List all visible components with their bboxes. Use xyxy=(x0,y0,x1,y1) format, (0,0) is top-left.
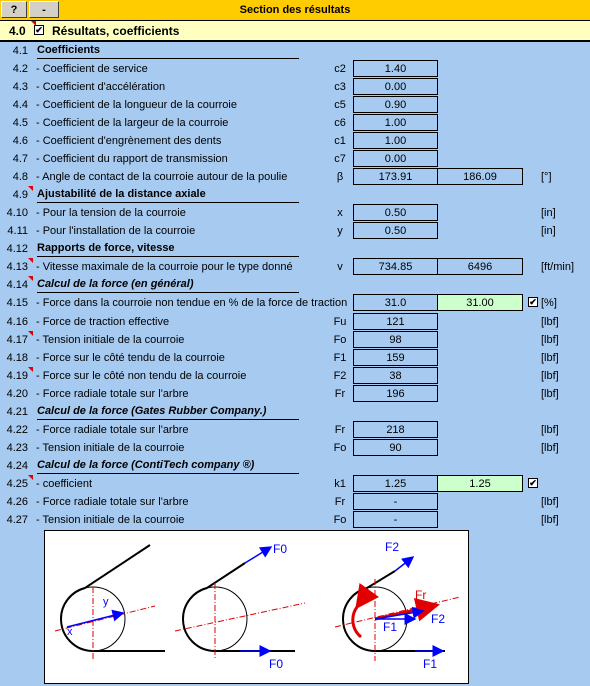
value-cell: 218 xyxy=(353,421,438,438)
value-cell: 196 xyxy=(353,385,438,402)
row-number: 4.10 xyxy=(6,207,28,219)
table-row xyxy=(0,150,590,168)
override-checkbox[interactable]: ✔ xyxy=(529,478,537,488)
table-row xyxy=(0,403,590,421)
fr-label: Fr xyxy=(415,588,427,602)
table-row xyxy=(0,78,590,96)
table-row xyxy=(0,294,590,312)
table-row xyxy=(0,168,590,186)
unit-label: [lbf] xyxy=(541,496,559,508)
value-cell: 0.50 xyxy=(353,204,438,221)
row-label: - Coefficient du rapport de transmission xyxy=(36,153,228,165)
row-label: - Angle de contact de la courroie autour de la poulie xyxy=(36,171,288,183)
row-symbol: c5 xyxy=(334,99,346,111)
section-number: 4.0 xyxy=(9,24,26,38)
f1-bottom-label: F1 xyxy=(423,657,438,671)
value-cell: 173.91 xyxy=(353,168,438,185)
table-row xyxy=(0,222,590,240)
row-label: - Force sur le côté non tendu de la courroie xyxy=(36,370,247,382)
row-number: 4.18 xyxy=(6,352,28,364)
row-label: - Coefficient d'engrènement des dents xyxy=(36,135,222,147)
table-row xyxy=(0,331,590,349)
group-header: Calcul de la force (Gates Rubber Company.) xyxy=(37,405,299,420)
pulley-diagram-1 xyxy=(55,545,165,659)
row-symbol: k1 xyxy=(334,478,346,490)
row-number: 4.5 xyxy=(12,117,28,129)
section-title: Section des résultats xyxy=(239,4,351,16)
row-number: 4.7 xyxy=(12,153,28,165)
row-symbol: Fo xyxy=(333,514,347,526)
table-row xyxy=(0,96,590,114)
y-label: y xyxy=(103,596,109,608)
group-header: Calcul de la force (en général) xyxy=(37,278,299,293)
row-number: 4.25 xyxy=(6,478,28,490)
force-diagram xyxy=(44,530,469,684)
pulley-diagram-3 xyxy=(335,540,460,671)
row-symbol: Fo xyxy=(333,442,347,454)
value-cell: 1.00 xyxy=(353,114,438,131)
table-row xyxy=(0,240,590,258)
value-cell-2: 186.09 xyxy=(437,168,523,185)
row-label: - Tension initiale de la courroie xyxy=(36,514,185,526)
table-row xyxy=(0,313,590,331)
row-number: 4.11 xyxy=(7,225,28,237)
row-label: - Force radiale totale sur l'arbre xyxy=(36,388,189,400)
row-symbol: Fr xyxy=(334,496,346,508)
row-label: - Force sur le côté tendu de la courroie xyxy=(36,352,225,364)
row-symbol: c1 xyxy=(334,135,346,147)
row-label: - Pour la tension de la courroie xyxy=(36,207,186,219)
value-cell: 0.90 xyxy=(353,96,438,113)
row-number: 4.20 xyxy=(6,388,28,400)
value-cell: 38 xyxy=(353,367,438,384)
row-label: - Pour l'installation de la courroie xyxy=(36,225,196,237)
value-cell: - xyxy=(353,511,438,528)
f1-mid-label: F1 xyxy=(383,620,398,634)
unit-label: [lbf] xyxy=(541,514,559,526)
unit-label: [lbf] xyxy=(541,442,559,454)
value-cell: 159 xyxy=(353,349,438,366)
table-row xyxy=(0,367,590,385)
value-cell-2: 6496 xyxy=(437,258,523,275)
table-row xyxy=(0,186,590,204)
row-number: 4.24 xyxy=(6,460,28,472)
comment-marker-icon xyxy=(28,186,33,191)
comment-marker-icon xyxy=(28,276,33,281)
row-label: - Coefficient de service xyxy=(36,63,148,75)
f2-mid-label: F2 xyxy=(431,612,446,626)
row-number: 4.21 xyxy=(6,406,28,418)
row-label: - Coefficient d'accélération xyxy=(36,81,166,93)
row-label: - Force radiale totale sur l'arbre xyxy=(36,496,189,508)
group-header: Rapports de force, vitesse xyxy=(37,242,299,257)
row-symbol: y xyxy=(337,225,343,237)
row-symbol: Fr xyxy=(334,424,346,436)
table-row xyxy=(0,421,590,439)
section-heading: Résultats, coefficients xyxy=(52,24,180,38)
value-cell: 0.00 xyxy=(353,150,438,167)
table-row xyxy=(0,204,590,222)
unit-label: [lbf] xyxy=(541,388,559,400)
group-header: Coefficients xyxy=(37,44,299,59)
table-row xyxy=(0,385,590,403)
value-cell: 121 xyxy=(353,313,438,330)
value-cell: 1.00 xyxy=(353,132,438,149)
table-row xyxy=(0,258,590,276)
row-label: - Tension initiale de la courroie xyxy=(36,442,185,454)
minimize-button[interactable]: - xyxy=(29,1,59,18)
unit-label: [in] xyxy=(541,225,556,237)
comment-marker-icon xyxy=(28,258,33,263)
row-symbol: Fu xyxy=(333,316,347,328)
table-row xyxy=(0,42,590,60)
row-number: 4.3 xyxy=(12,81,28,93)
force-diagram-svg xyxy=(45,531,468,683)
override-checkbox[interactable]: ✔ xyxy=(529,297,537,307)
row-number: 4.23 xyxy=(6,442,28,454)
table-row xyxy=(0,511,590,529)
row-number: 4.15 xyxy=(6,297,28,309)
row-number: 4.2 xyxy=(12,63,28,75)
unit-label: [lbf] xyxy=(541,370,559,382)
unit-label: [lbf] xyxy=(541,352,559,364)
row-number: 4.8 xyxy=(12,171,28,183)
row-number: 4.12 xyxy=(6,243,28,255)
value-cell: - xyxy=(353,493,438,510)
table-row xyxy=(0,475,590,493)
unit-label: [lbf] xyxy=(541,316,559,328)
row-symbol: c6 xyxy=(334,117,346,129)
row-symbol: β xyxy=(336,171,344,183)
row-number: 4.17 xyxy=(6,334,28,346)
comment-marker-icon xyxy=(31,21,36,26)
unit-label: [%] xyxy=(541,297,557,309)
value-cell: 98 xyxy=(353,331,438,348)
comment-marker-icon xyxy=(28,475,33,480)
group-header: Ajustabilité de la distance axiale xyxy=(37,188,299,203)
row-symbol: F2 xyxy=(333,370,347,382)
row-number: 4.16 xyxy=(6,316,28,328)
row-symbol: c3 xyxy=(334,81,346,93)
row-label: - coefficient xyxy=(36,478,93,490)
row-symbol: c2 xyxy=(334,63,346,75)
row-symbol: Fr xyxy=(334,388,346,400)
table-row xyxy=(0,60,590,78)
row-number: 4.26 xyxy=(6,496,28,508)
value-cell: 734.85 xyxy=(353,258,438,275)
f0-top-label: F0 xyxy=(273,542,288,556)
unit-label: [°] xyxy=(541,171,552,183)
row-symbol: c7 xyxy=(334,153,346,165)
value-cell: 1.40 xyxy=(353,60,438,77)
pulley-diagram-2 xyxy=(175,542,305,671)
row-number: 4.27 xyxy=(6,514,28,526)
group-header: Calcul de la force (ContiTech company ®) xyxy=(37,459,299,474)
row-symbol: v xyxy=(337,261,343,273)
row-symbol: F1 xyxy=(333,352,347,364)
table-row xyxy=(0,439,590,457)
x-label: x xyxy=(67,626,73,638)
comment-marker-icon xyxy=(28,331,33,336)
row-symbol: Fo xyxy=(333,334,347,346)
row-label: - Force dans la courroie non tendue en % de la force de traction xyxy=(36,297,348,309)
row-number: 4.13 xyxy=(6,261,28,273)
value-cell: 90 xyxy=(353,439,438,456)
row-number: 4.22 xyxy=(6,424,28,436)
row-number: 4.14 xyxy=(6,279,28,291)
row-number: 4.9 xyxy=(12,189,28,201)
row-number: 4.1 xyxy=(12,45,28,57)
table-row xyxy=(0,349,590,367)
row-number: 4.19 xyxy=(6,370,28,382)
row-label: - Vitesse maximale de la courroie pour le type donné xyxy=(36,261,293,273)
unit-label: [lbf] xyxy=(541,334,559,346)
section-checkbox[interactable]: ✔ xyxy=(35,25,43,35)
f0-bottom-label: F0 xyxy=(269,657,284,671)
row-label: - Coefficient de la largeur de la courroie xyxy=(36,117,229,129)
value-cell-2[interactable]: 31.00 xyxy=(437,294,523,311)
row-label: - Force radiale totale sur l'arbre xyxy=(36,424,189,436)
row-label: - Tension initiale de la courroie xyxy=(36,334,185,346)
table-row xyxy=(0,114,590,132)
row-number: 4.6 xyxy=(12,135,28,147)
value-cell: 0.00 xyxy=(353,78,438,95)
table-row xyxy=(0,132,590,150)
comment-marker-icon xyxy=(28,367,33,372)
unit-label: [ft/min] xyxy=(541,261,575,273)
value-cell: 0.50 xyxy=(353,222,438,239)
unit-label: [lbf] xyxy=(541,424,559,436)
table-row xyxy=(0,493,590,511)
title-bar xyxy=(0,0,590,21)
value-cell: 1.25 xyxy=(353,475,438,492)
unit-label: [in] xyxy=(541,207,556,219)
table-row xyxy=(0,276,590,294)
value-cell-2[interactable]: 1.25 xyxy=(437,475,523,492)
table-row xyxy=(0,457,590,475)
f2-top-label: F2 xyxy=(385,540,400,554)
section-header-row xyxy=(0,21,590,42)
value-cell: 31.0 xyxy=(353,294,438,311)
row-symbol: x xyxy=(337,207,343,219)
row-number: 4.4 xyxy=(12,99,28,111)
row-label: - Coefficient de la longueur de la courroie xyxy=(36,99,237,111)
row-label: - Force de traction effective xyxy=(36,316,170,328)
help-button[interactable]: ? xyxy=(1,1,27,18)
